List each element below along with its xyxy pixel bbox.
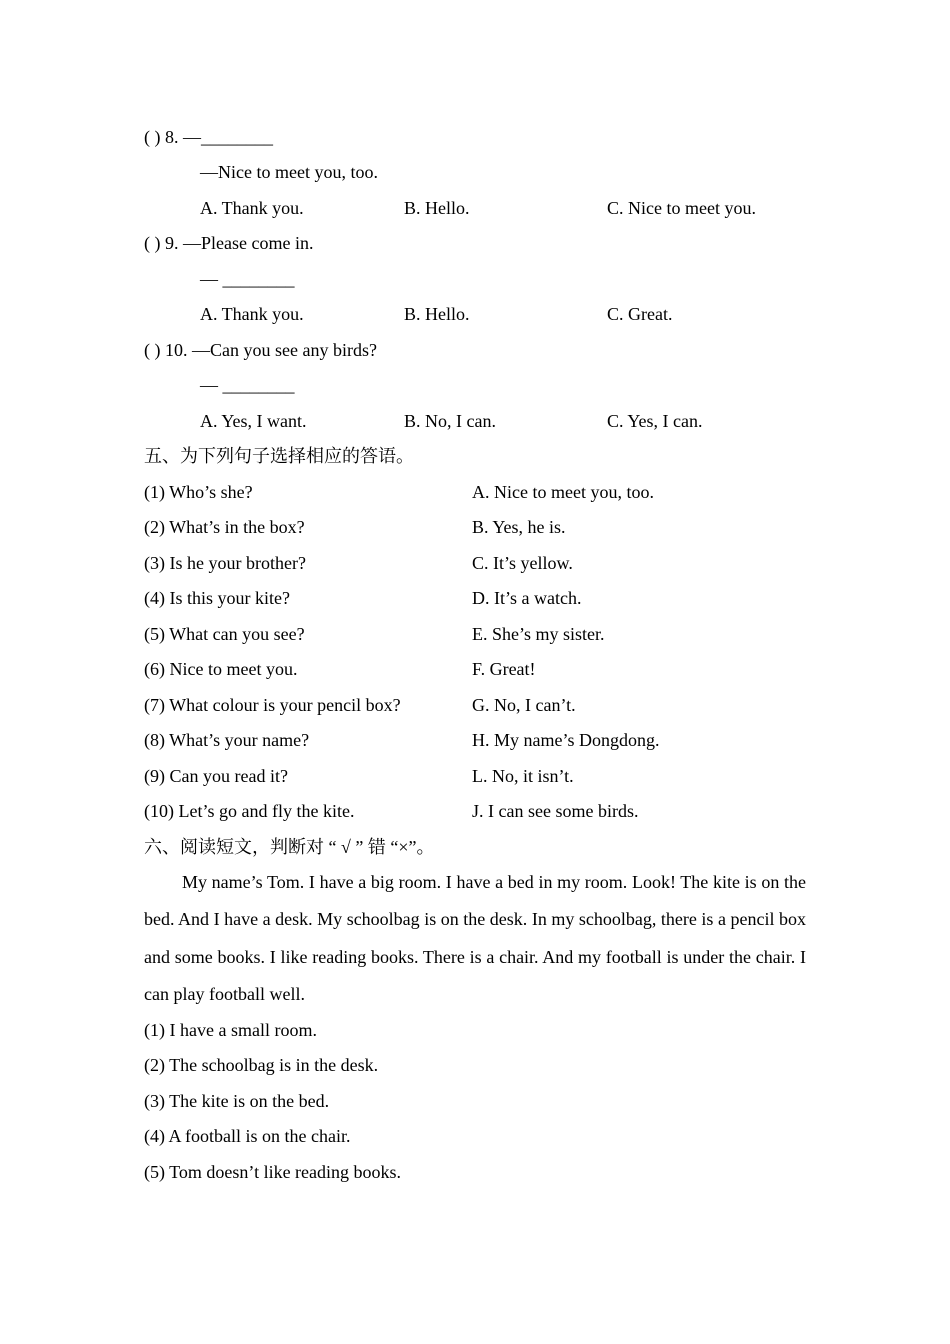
question-9-option-a: A. Thank you.	[200, 304, 304, 324]
question-9-option-b: B. Hello.	[404, 304, 470, 324]
match-answer: F. Great!	[472, 659, 536, 679]
question-9-option-c: C. Great.	[607, 304, 673, 324]
match-answer: G. No, I can’t.	[472, 695, 576, 715]
question-10-option-b: B. No, I can.	[404, 411, 496, 431]
question-8-option-a: A. Thank you.	[200, 198, 304, 218]
match-question: (2) What’s in the box?	[144, 517, 305, 537]
match-question: (10) Let’s go and fly the kite.	[144, 801, 355, 821]
section-6-heading: 六、阅读短文，判断对 “ √ ” 错 “×”。	[144, 837, 435, 857]
match-question: (3) Is he your brother?	[144, 553, 306, 573]
question-10-stem: ( ) 10. —Can you see any birds?	[144, 340, 377, 360]
reading-passage: My name’s Tom. I have a big room. I have a bed in my room. Look! The kite is on the bed. And I have a desk. My schoolbag is on the desk. In my schoolbag, there is a pencil box and some books. I like reading books. There is a chair. And my football is under the chair. I can play football well.	[144, 872, 806, 1004]
match-answer: D. It’s a watch.	[472, 588, 582, 608]
judgment-statement: (1) I have a small room.	[144, 1020, 317, 1040]
question-9-stem: ( ) 9. —Please come in.	[144, 233, 314, 253]
match-answer: E. She’s my sister.	[472, 624, 605, 644]
match-question: (6) Nice to meet you.	[144, 659, 298, 679]
question-8-reply: —Nice to meet you, too.	[200, 162, 378, 182]
match-answer: B. Yes, he is.	[472, 517, 566, 537]
question-8-stem: ( ) 8. —________	[144, 127, 273, 147]
judgment-statement: (3) The kite is on the bed.	[144, 1091, 330, 1111]
match-question: (4) Is this your kite?	[144, 588, 290, 608]
question-9-reply: — ________	[200, 269, 295, 289]
match-answer: H. My name’s Dongdong.	[472, 730, 660, 750]
judgment-statement: (5) Tom doesn’t like reading books.	[144, 1162, 402, 1182]
match-question: (9) Can you read it?	[144, 766, 288, 786]
judgment-statement: (2) The schoolbag is in the desk.	[144, 1055, 379, 1075]
match-question: (5) What can you see?	[144, 624, 305, 644]
question-10-option-c: C. Yes, I can.	[607, 411, 703, 431]
match-answer: C. It’s yellow.	[472, 553, 573, 573]
question-10-option-a: A. Yes, I want.	[200, 411, 307, 431]
match-question: (1) Who’s she?	[144, 482, 253, 502]
match-question: (8) What’s your name?	[144, 730, 310, 750]
match-answer: A. Nice to meet you, too.	[472, 482, 654, 502]
section-5-heading: 五、为下列句子选择相应的答语。	[144, 446, 414, 466]
question-8-option-b: B. Hello.	[404, 198, 470, 218]
match-question: (7) What colour is your pencil box?	[144, 695, 401, 715]
match-answer: L. No, it isn’t.	[472, 766, 574, 786]
question-8-option-c: C. Nice to meet you.	[607, 198, 756, 218]
match-answer: J. I can see some birds.	[472, 801, 639, 821]
judgment-statement: (4) A football is on the chair.	[144, 1126, 351, 1146]
question-10-reply: — ________	[200, 375, 295, 395]
